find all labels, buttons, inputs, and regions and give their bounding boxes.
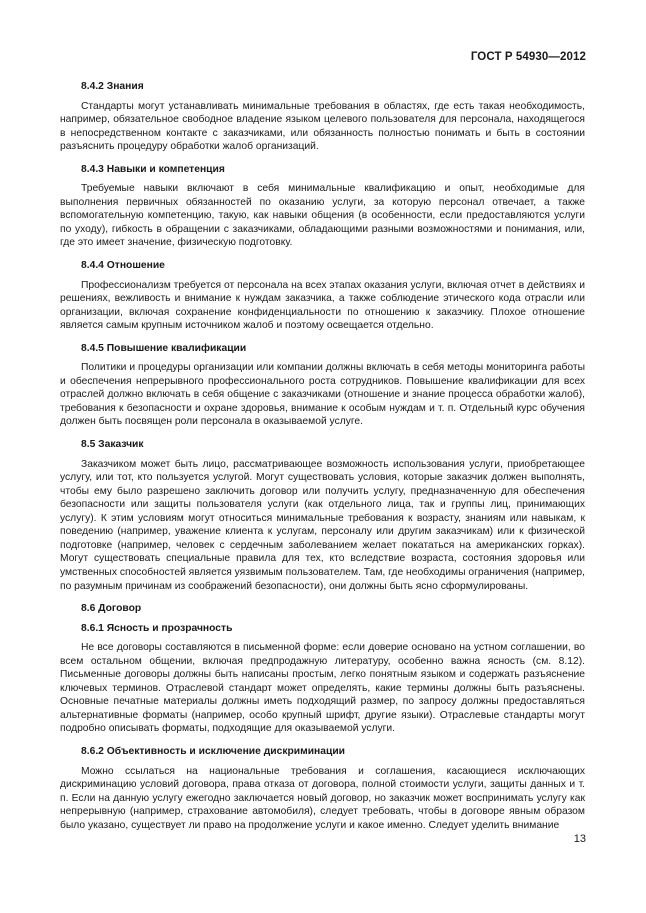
section-paragraph: Стандарты могут устанавливать минимальные требования в областях, где есть такая необходимость, например, обязательное свободное владение языком целевого пользователя для персонала, находящегося в непосредственном контакте с заказчиками, или обязанность полностью понимать и быть в состоянии разъяснить процедуру обработки жалоб организаций. bbox=[60, 100, 585, 153]
section-paragraph: Требуемые навыки включают в себя минимальные квалификацию и опыт, необходимые для выполнения первичных обязанностей по оказанию услуги, за которую персонал отвечает, а также вспомогательную компетенцию, такую, как навыки общения (в особенности, если предоставляются услуги по уходу), гибкость в обращении с заказчиками, обладающими разными возможностями и понимания, или, где это имеет значение, физическую подготовку. bbox=[60, 183, 585, 249]
document-code: ГОСТ Р 54930—2012 bbox=[470, 51, 586, 63]
section-heading: 8.6.1 Ясность и прозрачность bbox=[81, 622, 233, 634]
section-paragraph: Политики и процедуры организации или компании должны включать в себя методы мониторинга работы и обеспечения непрерывного профессионального роста сотрудников. Повышение квалификации для всех отраслей должно включать в себя общение с заказчиками (отношение и знание процесса обработки жалоб), требования к безопасности и охране здоровья, внимание к особым нуждам и т. п. Отдельный курс обучения должен быть посвящен роли персонала в оказываемой услуге. bbox=[60, 362, 585, 428]
section-heading: 8.6 Договор bbox=[81, 603, 142, 615]
section-paragraph: Профессионализм требуется от персонала на всех этапах оказания услуги, включая отчет в действиях и решениях, вежливость и внимание к нуждам заказчика, а также соблюдение этического кода отрасли или организации, включая сохранение конфиденциальности по отношению к заказчику. Плохое отношение является самым крупным источником жалоб и поэтому освещается отдельно. bbox=[60, 279, 585, 332]
section-heading: 8.4.2 Знания bbox=[81, 81, 144, 92]
page-number: 13 bbox=[573, 833, 586, 845]
document-body bbox=[60, 80, 585, 841]
section-heading: 8.4.4 Отношение bbox=[81, 260, 165, 272]
section-heading: 8.5 Заказчик bbox=[81, 439, 144, 451]
section-heading: 8.6.2 Объективность и исключение дискриминации bbox=[81, 745, 345, 757]
section-heading: 8.4.5 Повышение квалификации bbox=[81, 342, 247, 354]
section-paragraph: Не все договоры составляются в письменной форме: если доверие основано на устном соглашении, во всем остальном общении, включая предпродажную литературу, особенно важна ясность (см. 8.12). Письменные договоры должны быть написаны простым, легко понятным языком и содержать разъяснение ключевых терминов. Отраслевой стандарт может определять, какие термины должны быть разъяснены. Основные печатные материалы должны иметь подходящий размер, по запросу должны предоставляться альтернативные форматы (например, особо крупный шрифт, другие языки). Отраслевые стандарты могут подробно описывать форматы, подходящие для оказываемой услуги. bbox=[60, 642, 585, 735]
section-heading: 8.4.3 Навыки и компетенция bbox=[81, 163, 225, 175]
section-paragraph: Заказчиком может быть лицо, рассматривающее возможность использования услуги, приобретающее услугу, или тот, кто пользуется услугой. Могут существовать условия, которые заказчик должен выполнять, чтобы ему было разрешено заключить договор или получить услугу, предназначенную для обеспечения безопасности или защиты пользователя услуги (как отдельного лица, так и группы лиц, принимающих услугу). К этим условиям могут относиться минимальные требования к возрасту, знаниям или навыкам, к поведению (например, уважение клиента к услугам, персоналу или другим заказчикам) или к физической подготовке (например, человек с сердечным заболеванием желает покататься на американских горках). Могут существовать специальные правила для тех, кто вследствие возраста, состояния здоровья или умственных способностей является уязвимым пользователем. Там, где необходимы ограничения (например, по разумным причинам из соображений безопасности), они должны быть ясно сформулированы. bbox=[60, 458, 585, 592]
section-paragraph: Можно ссылаться на национальные требования и соглашения, касающиеся исключающих дискриминацию условий договора, права отказа от договора, полной стоимости услуги, защиты данных и т. п. Если на данную услугу ежегодно заключается новый договор, но заказчик может воспринимать услугу как непрерывную (например, страхование автомобиля), следует требовать, чтобы в договоре явным образом было указано, существует ли право на продолжение услуги и какое именно. Следует уделить внимание bbox=[60, 765, 585, 831]
